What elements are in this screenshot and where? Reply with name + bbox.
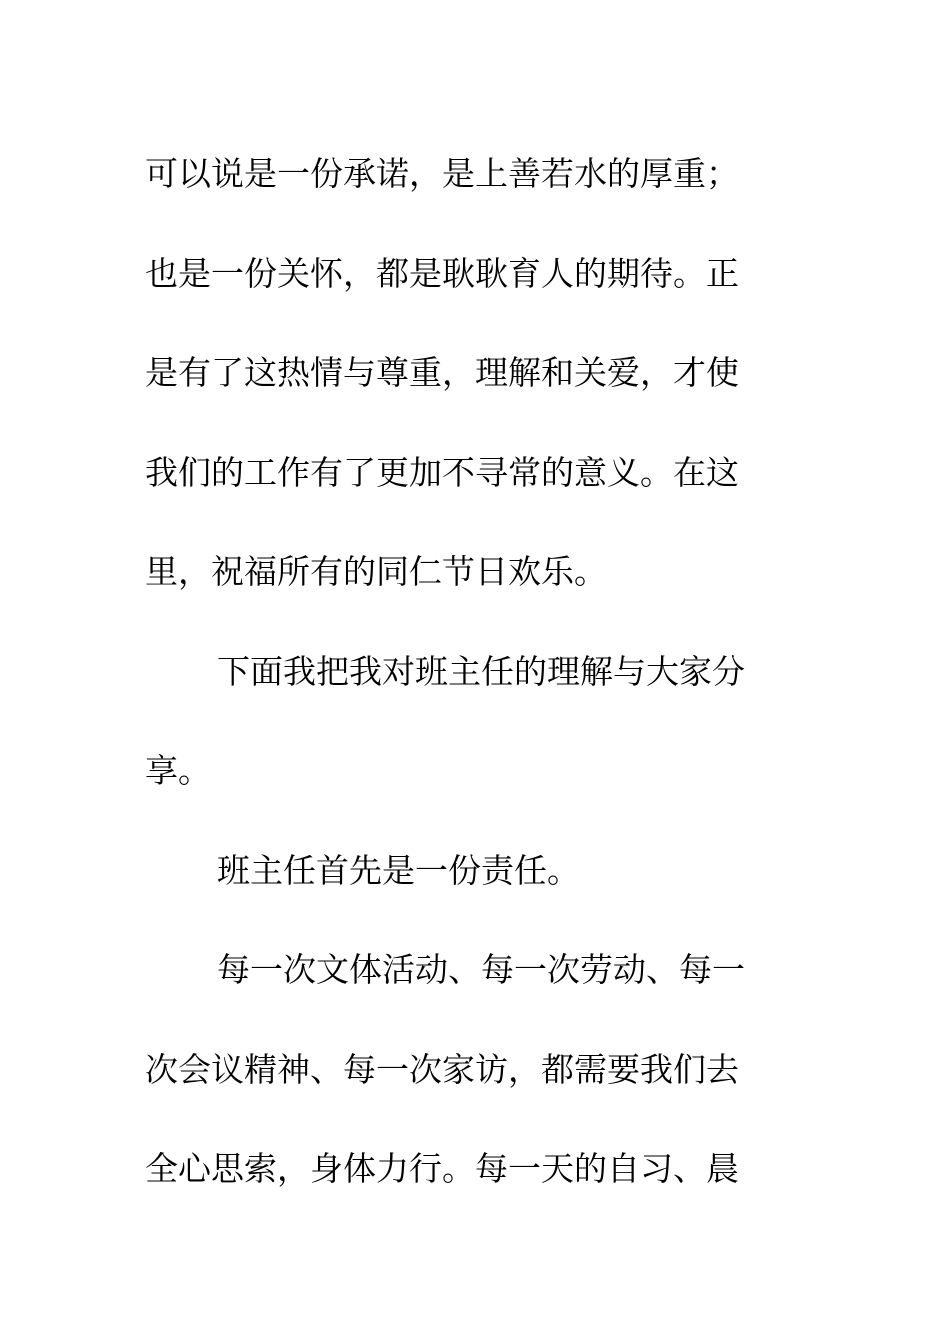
text-line: 可以说是一份承诺，是上善若水的厚重； (145, 154, 739, 193)
paragraph-start-line: 班主任首先是一份责任。 (217, 850, 580, 890)
text-line: 里，祝福所有的同仁节日欢乐。 (145, 552, 607, 591)
text-line: 享。 (145, 751, 211, 790)
text-line: 我们的工作有了更加不寻常的意义。在这 (145, 452, 739, 492)
text-line: 是有了这热情与尊重，理解和关爱，才使 (145, 353, 739, 392)
text-line: 全心思索，身体力行。每一天的自习、晨 (145, 1149, 739, 1188)
body-text (145, 124, 810, 1219)
text-line: 次会议精神、每一次家访，都需要我们去 (145, 1049, 739, 1089)
text-line: 也是一份关怀，都是耿耿育人的期待。正 (145, 253, 739, 293)
paragraph-start-line: 每一次文体活动、每一次劳动、每一 (217, 950, 745, 989)
paragraph-start-line: 下面我把我对班主任的理解与大家分 (217, 651, 745, 691)
